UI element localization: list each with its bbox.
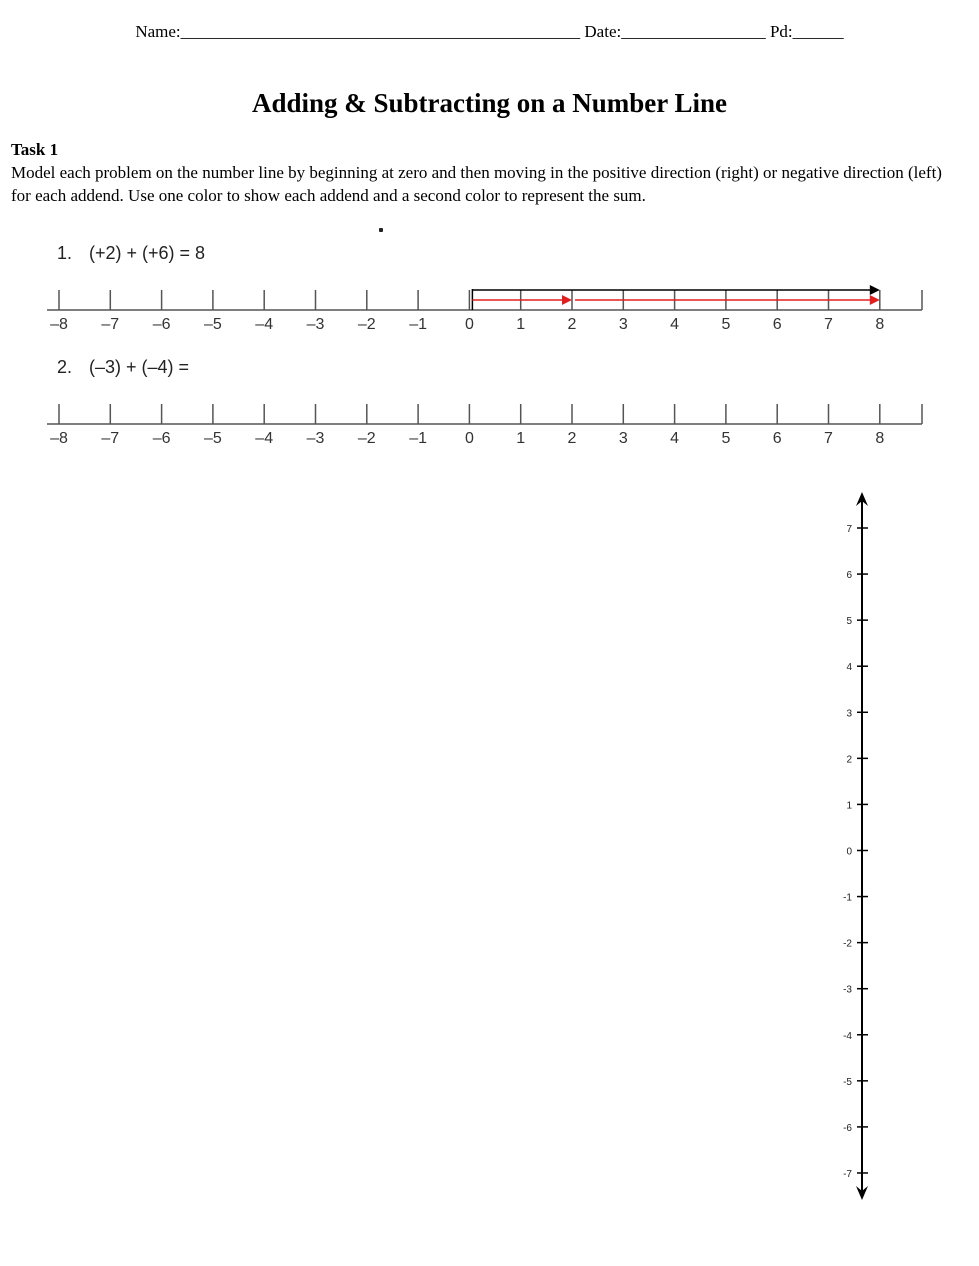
number-line-2-tick-label: 1 — [516, 430, 526, 447]
vertical-tick-label: -3 — [843, 984, 852, 996]
vertical-tick-label: -4 — [843, 1030, 852, 1042]
number-line-2-tick-label: 2 — [567, 430, 577, 447]
number-line-2[interactable] — [0, 394, 979, 454]
number-line-2-tick-label: –2 — [357, 430, 376, 447]
number-line-2-tick-label: –3 — [306, 430, 325, 447]
vertical-tick-label: 2 — [846, 754, 852, 766]
vertical-tick-label: 5 — [846, 616, 852, 628]
problem-2-expression: (–3) + (–4) = — [89, 357, 190, 377]
number-line-2-tick-label: –4 — [255, 430, 274, 447]
number-line-1-tick-label: 8 — [875, 316, 885, 333]
problem-1-expression: (+2) + (+6) = 8 — [89, 243, 206, 263]
number-line-1-tick-label: –1 — [409, 316, 427, 333]
vertical-tick-label: 4 — [846, 662, 852, 674]
problem-1 — [57, 243, 205, 264]
vertical-tick-label: 0 — [846, 846, 852, 858]
vertical-tick-label: -1 — [843, 892, 852, 904]
number-line-2-tick-label: 7 — [824, 430, 833, 447]
vertical-tick-label: -6 — [843, 1122, 852, 1134]
number-line-2-tick-label: 6 — [772, 430, 782, 447]
number-line-2-tick-label: –7 — [101, 430, 120, 447]
number-line-1-tick-label: 1 — [516, 316, 526, 333]
vertical-tick-label: 6 — [846, 570, 852, 582]
vertical-tick-label: 3 — [846, 708, 852, 720]
number-line-1-tick-label: –3 — [306, 316, 325, 333]
vertical-tick-label: -2 — [843, 938, 852, 950]
number-line-2-tick-label: –1 — [409, 430, 427, 447]
number-line-2-tick-label: –6 — [152, 430, 171, 447]
addend-arrow-1-head — [562, 295, 572, 305]
number-line-2-tick-label: 4 — [670, 430, 680, 447]
number-line-1-tick-label: –2 — [357, 316, 376, 333]
task-instructions: Model each problem on the number line by beginning at zero and then moving in the positive direction (right) or negative direction (left) for each addend. Use one color to show each addend and a second color to represent the sum. — [11, 163, 942, 205]
addend-arrow-2-head — [870, 295, 880, 305]
number-line-2-tick-label: 3 — [618, 430, 628, 447]
number-line-1-tick-label: 6 — [772, 316, 782, 333]
number-line-1-tick-label: –8 — [50, 316, 68, 333]
number-line-1-tick-label: 4 — [670, 316, 680, 333]
number-line-1-tick-label: 5 — [721, 316, 731, 333]
number-line-1-tick-label: 7 — [824, 316, 833, 333]
page-title: Adding & Subtracting on a Number Line — [251, 88, 728, 118]
stray-mark — [379, 228, 383, 232]
task-label: Task 1 — [11, 140, 59, 159]
number-line-1[interactable] — [0, 280, 979, 340]
vertical-tick-label: 7 — [846, 524, 852, 535]
number-line-2-tick-label: 5 — [721, 430, 731, 447]
number-line-1-tick-label: 3 — [618, 316, 628, 333]
name-date-period-line: Name:_______________________________________________ Date:_________________ Pd:______ — [135, 22, 844, 41]
problem-2-number: 2. — [57, 357, 73, 377]
vertical-number-line[interactable] — [830, 488, 890, 1208]
number-line-2-tick-label: 0 — [464, 430, 474, 447]
number-line-1-tick-label: 0 — [464, 316, 474, 333]
number-line-1-tick-label: –6 — [152, 316, 171, 333]
number-line-2-tick-label: 8 — [875, 430, 885, 447]
number-line-1-tick-label: –4 — [255, 316, 274, 333]
number-line-1-tick-label: 2 — [567, 316, 577, 333]
vertical-tick-label: 1 — [846, 800, 852, 812]
number-line-1-tick-label: –5 — [204, 316, 222, 333]
number-line-1-tick-label: –7 — [101, 316, 120, 333]
sum-arrow-head — [870, 285, 880, 295]
problem-1-number: 1. — [57, 243, 73, 263]
vertical-tick-label: -5 — [843, 1076, 852, 1088]
number-line-2-tick-label: –8 — [50, 430, 68, 447]
number-line-2-tick-label: –5 — [204, 430, 222, 447]
problem-2 — [57, 357, 189, 378]
vertical-tick-label: -7 — [843, 1168, 852, 1180]
